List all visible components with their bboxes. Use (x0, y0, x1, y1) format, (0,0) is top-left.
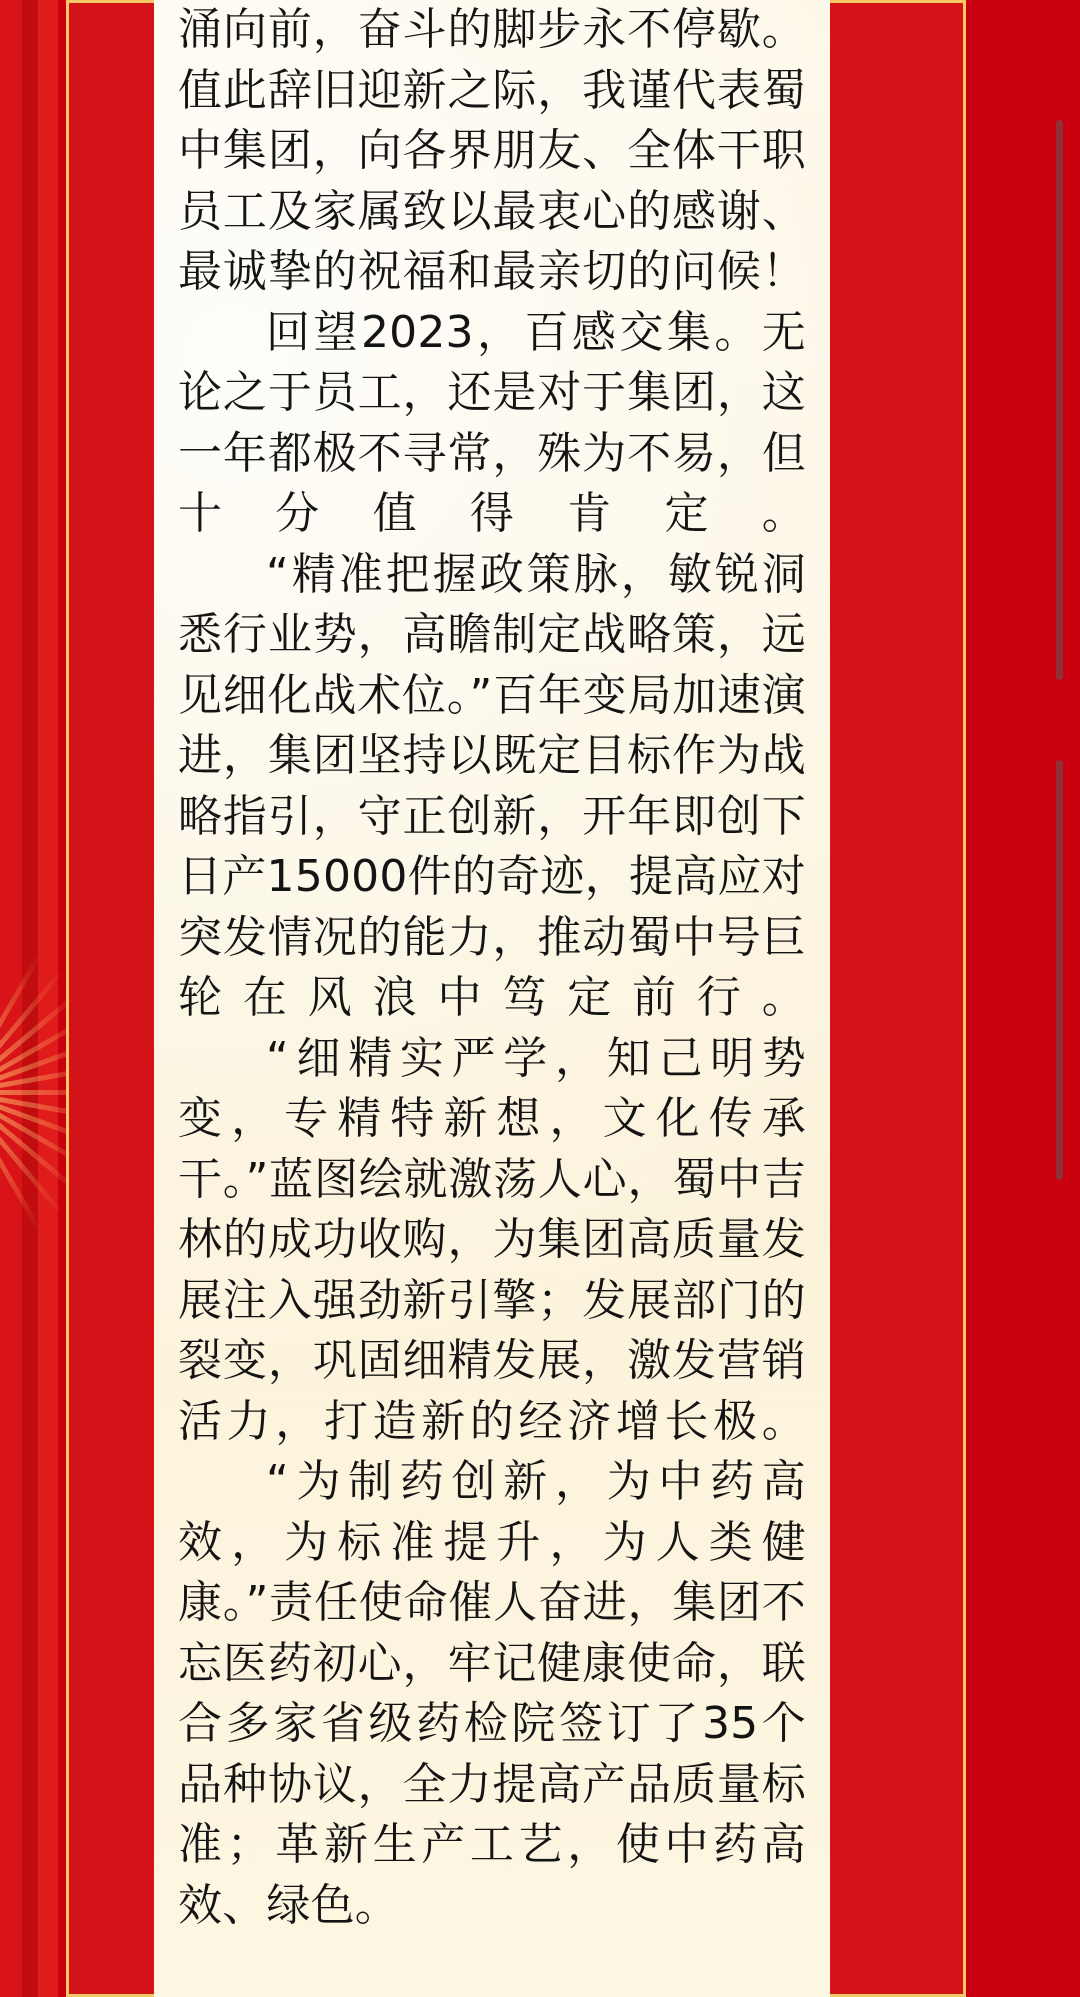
paragraph-1: 涌向前，奋斗的脚步永不停歇。值此辞旧迎新之际，我谨代表蜀中集团，向各界朋友、全体干职员工及家属致以最衷心的感谢、最诚挚的祝福和最亲切的问候！ (178, 4, 806, 297)
scrollbar-thumb[interactable] (1056, 120, 1063, 680)
paragraph-2: 回望2023，百感交集。无论之于员工，还是对于集团，这一年都极不寻常，殊为不易，但十分值得肯定。 (178, 306, 806, 539)
gold-border-frame (66, 0, 966, 1997)
paragraph-4: “细精实严学，知己明势变，专精特新想，文化传承干。”蓝图绘就激荡人心，蜀中吉林的成功收购，为集团高质量发展注入强劲新引擎；发展部门的裂变，巩固细精发展，激发营销活力，打造新的经济增长极。 (178, 1032, 806, 1447)
paragraph-3: “精准把握政策脉，敏锐洞悉行业势，高瞻制定战略策，远见细化战术位。”百年变局加速演进，集团坚持以既定目标作为战略指引，守正创新，开年即创下日产15000件的奇迹，提高应对突发情况的能力，推动蜀中号巨轮在风浪中笃定前行。 (178, 548, 806, 1023)
paper-surface (154, 0, 830, 1997)
scrollbar[interactable] (1062, 0, 1072, 1997)
document-body (178, 0, 806, 1997)
paragraph-5: “为制药创新，为中药高效，为标准提升，为人类健康。”责任使命催人奋进，集团不忘医药初心，牢记健康使命，联合多家省级药检院签订了35个品种协议，全力提高产品质量标准；革新生产工艺，使中药高效、绿色。 (178, 1456, 806, 1931)
scrollbar-thumb-lower[interactable] (1056, 760, 1063, 1180)
